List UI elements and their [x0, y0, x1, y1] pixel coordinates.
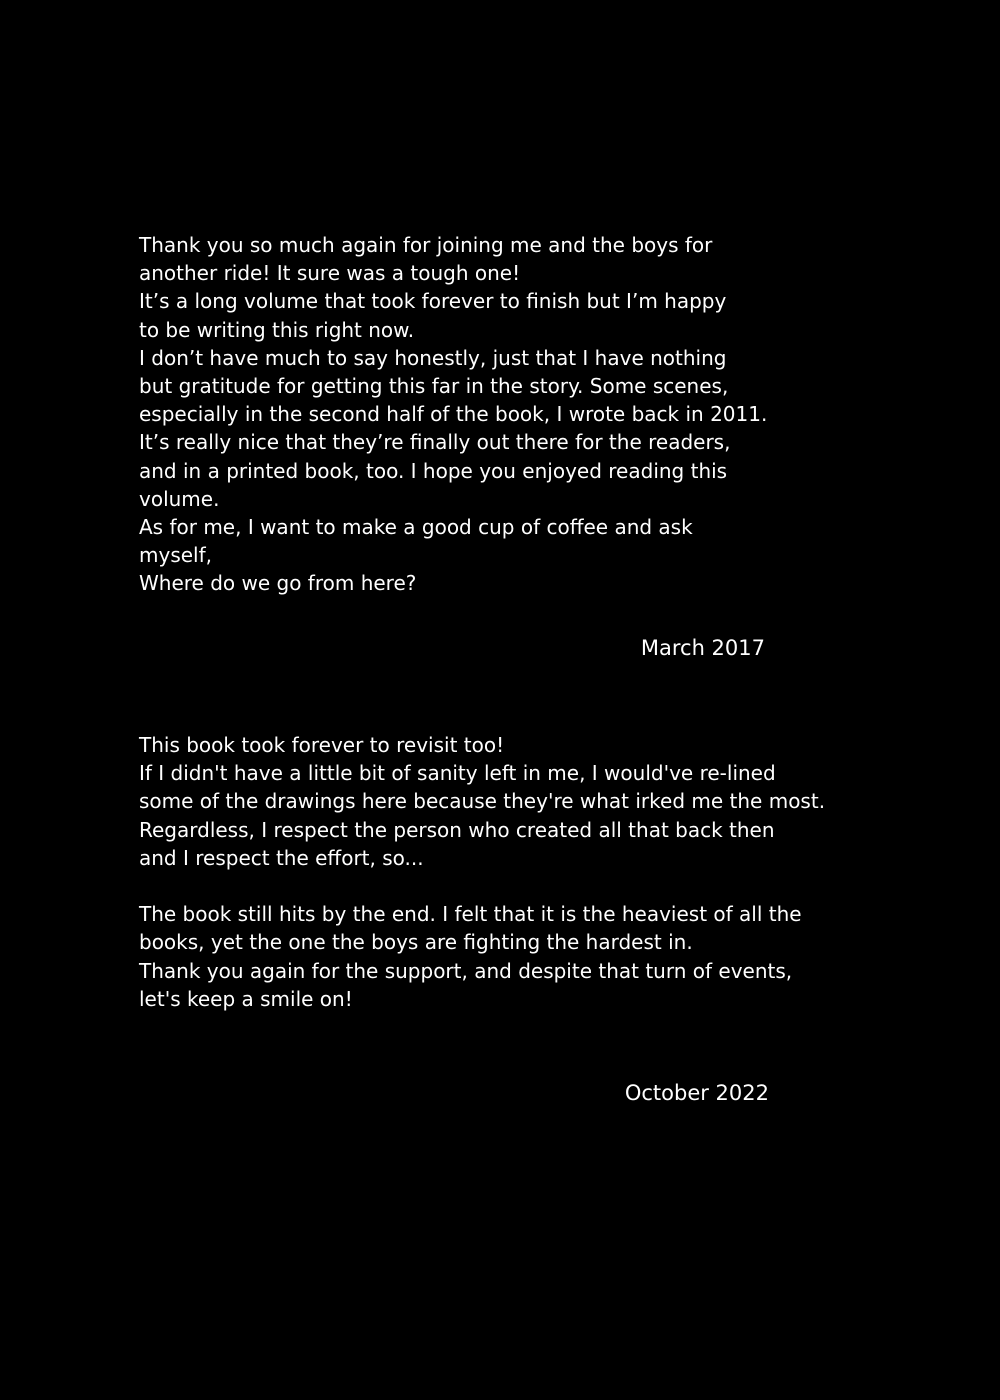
note-line: Regardless, I respect the person who created all that back then [139, 817, 775, 842]
note-line: Thank you so much again for joining me and the boys for [139, 233, 713, 257]
note-line: let's keep a smile on! [139, 986, 353, 1011]
note-line: I don’t have much to say honestly, just that I have nothing [139, 345, 727, 370]
afterword-note-2017 [139, 231, 767, 598]
note-line: Thank you again for the support, and despite that turn of events, [139, 958, 793, 983]
note-line: especially in the second half of the book, I wrote back in 2011. [139, 402, 768, 427]
note-line: myself, [139, 543, 212, 568]
note-date-2017: March 2017 [640, 636, 765, 660]
note-line: Where do we go from here? [139, 571, 417, 596]
note-line: but gratitude for getting this far in the story. Some scenes, [139, 374, 729, 399]
note-line: another ride! It sure was a tough one! [139, 261, 521, 286]
note-line: It’s a long volume that took forever to finish but I’m happy [139, 289, 727, 314]
note-line: and I respect the effort, so... [139, 845, 424, 870]
note-line: It’s really nice that they’re finally out there for the readers, [139, 430, 731, 455]
note-date-2022: October 2022 [624, 1081, 769, 1105]
note-line: some of the drawings here because they're what irked me the most. [139, 789, 826, 814]
note-line: This book took forever to revisit too! [139, 733, 505, 757]
afterword-note-2022 [139, 731, 825, 1013]
note-line: If I didn't have a little bit of sanity left in me, I would've re-lined [139, 761, 776, 786]
note-line: to be writing this right now. [139, 317, 415, 342]
note-line: and in a printed book, too. I hope you enjoyed reading this [139, 458, 728, 483]
note-line: volume. [139, 486, 220, 511]
note-line: The book still hits by the end. I felt that it is the heaviest of all the [139, 902, 802, 927]
note-line: As for me, I want to make a good cup of coffee and ask [139, 515, 693, 540]
paragraph-break [139, 872, 825, 900]
note-line: books, yet the one the boys are fighting the hardest in. [139, 930, 693, 955]
